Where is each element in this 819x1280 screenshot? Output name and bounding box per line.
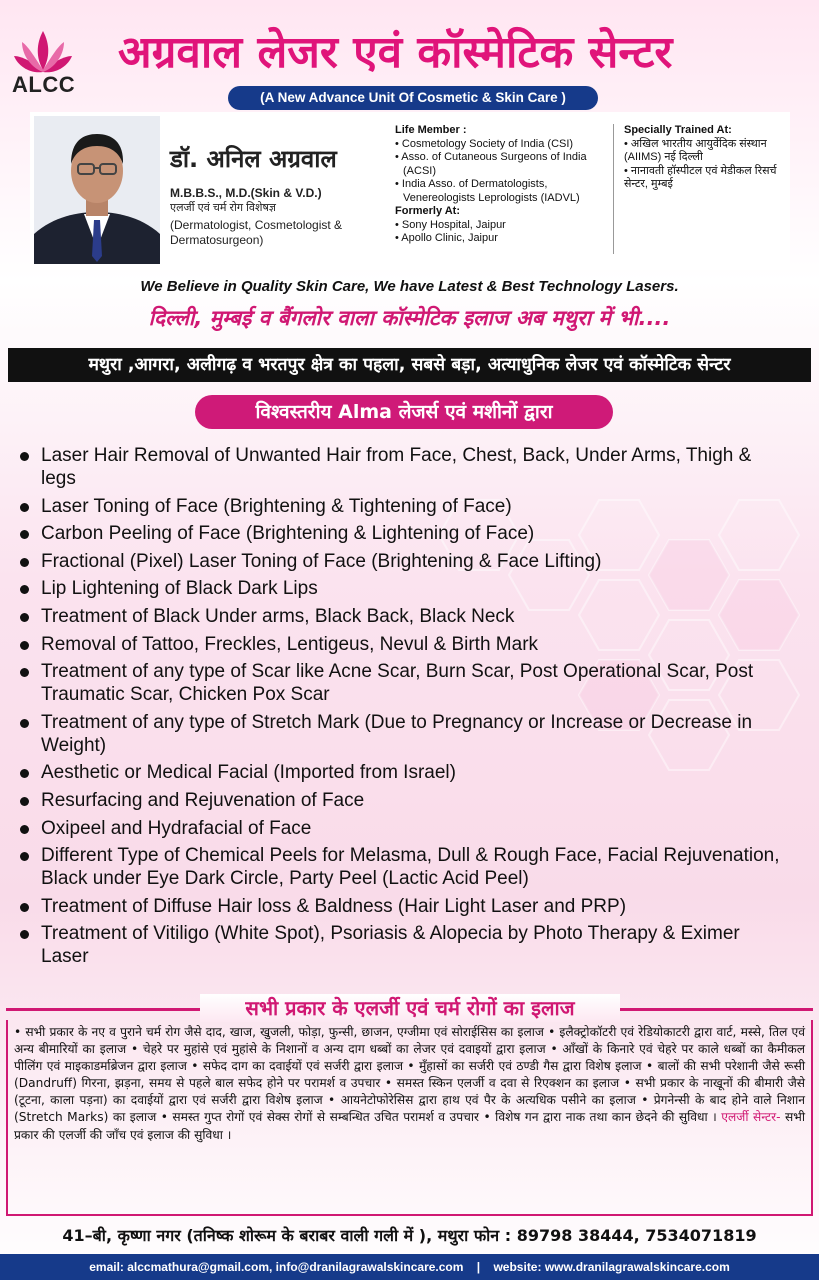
- doctor-photo: [34, 116, 160, 264]
- footer-divider: |: [476, 1260, 481, 1274]
- formerly-item: • Sony Hospital, Jaipur: [395, 218, 506, 231]
- life-member-item: • Cosmetology Society of India (CSI): [395, 137, 574, 150]
- service-item: Different Type of Chemical Peels for Melasma, Dull & Rough Face, Facial Rejuvenation, Black under Eye Dark Circle, Party Peel (Lactic Acid Peel): [18, 844, 788, 890]
- tagline: We Believe in Quality Skin Care, We have Latest & Best Technology Lasers.: [140, 278, 679, 295]
- life-member-item: • Asso. of Cutaneous Surgeons of India (ACSI): [395, 151, 587, 177]
- trained-item: • नानावती हॉस्पीटल एवं मेडीकल रिसर्च सेन्टर, मुम्बई: [624, 164, 777, 190]
- delhi-mumbai-line: दिल्ली, मुम्बई व बैंगलोर वाला कॉस्मेटिक इलाज अब मथुरा में भी....: [148, 306, 671, 330]
- subtitle-banner: (A New Advance Unit Of Cosmetic & Skin Care ): [228, 86, 598, 110]
- logo-text: ALCC: [12, 72, 76, 97]
- service-item: Lip Lightening of Black Dark Lips: [18, 577, 788, 600]
- allergy-heading: सभी प्रकार के एलर्जी एवं चर्म रोगों का इलाज: [200, 994, 620, 1022]
- service-item: Resurfacing and Rejuvenation of Face: [18, 789, 788, 812]
- contact-footer: [0, 1254, 819, 1280]
- service-item: Treatment of Vitiligo (White Spot), Psoriasis & Alopecia by Photo Therapy & Eximer Laser: [18, 922, 788, 968]
- service-item: Laser Toning of Face (Brightening & Tightening of Face): [18, 495, 788, 518]
- region-first-banner: मथुरा ,आगरा, अलीगढ़ व भरतपुर क्षेत्र का पहला, सबसे बड़ा, अत्याधुनिक लेजर एवं कॉस्मेटिक सेन्टर: [8, 348, 811, 382]
- memberships-column: [395, 124, 620, 246]
- service-item: Carbon Peeling of Face (Brightening & Lightening of Face): [18, 522, 788, 545]
- email-link[interactable]: email: alccmathura@gmail.com, info@dranilagrawalskincare.com: [89, 1260, 464, 1274]
- service-item: Fractional (Pixel) Laser Toning of Face (Brightening & Face Lifting): [18, 550, 788, 573]
- services-list: [18, 444, 788, 973]
- doctor-specialty-hindi: एलर्जी एवं चर्म रोग विशेषज्ञ: [170, 202, 276, 214]
- trained-item: • अखिल भारतीय आयुर्वेदिक संस्थान (AIIMS) नई दिल्ली: [624, 137, 767, 163]
- clinic-title: अग्रवाल लेजर एवं कॉस्मेटिक सेन्टर: [118, 27, 673, 78]
- service-item: Laser Hair Removal of Unwanted Hair from Face, Chest, Back, Under Arms, Thigh & legs: [18, 444, 788, 490]
- formerly-heading: Formerly At:: [395, 205, 460, 217]
- formerly-item: • Apollo Clinic, Jaipur: [395, 232, 498, 244]
- alma-lasers-heading: विश्वस्तरीय Alma लेजर्स एवं मशीनों द्वारा: [195, 395, 613, 429]
- doctor-degree: M.B.B.S., M.D.(Skin & V.D.): [170, 186, 322, 200]
- training-column: [613, 124, 788, 254]
- doctor-specialty-english: (Dermatologist, Cosmetologist & Dermatosurgeon): [170, 218, 343, 247]
- service-item: Oxipeel and Hydrafacial of Face: [18, 817, 788, 840]
- service-item: Aesthetic or Medical Facial (Imported from Israel): [18, 761, 788, 784]
- life-member-item: • India Asso. of Dermatologists, Venereologists Leprologists (IADVL): [395, 178, 580, 204]
- trained-heading: Specially Trained At:: [624, 124, 732, 136]
- doctor-card: [30, 112, 790, 270]
- life-member-heading: Life Member :: [395, 124, 467, 136]
- service-item: Treatment of any type of Scar like Acne Scar, Burn Scar, Post Operational Scar, Post Traumatic Scar, Chicken Pox Scar: [18, 660, 788, 706]
- allergy-treatments-box: [6, 1020, 813, 1216]
- allergy-body: • सभी प्रकार के नए व पुराने चर्म रोग जैसे दाद, खाज, खुजली, फोड़ा, फुन्सी, छाजन, एग्जीमा एवं सोराईसिस का इलाज • इलैक्ट्रोकॉटरी एवं रेडियोकाटरी द्वारा वार्ट, मस्से, तिल एवं अन्य बीमारियों का इलाज • चेहरे पर मुहांसे एवं मुहांसे के निशानों व अन्य दाग धब्बों का लेजर एवं दवाइयों द्वारा इलाज • आँखों के किनारे एवं चेहरे पर काले धब्बों का कैमीकल पीलिंग एवं माइकाडर्माब्रेजन द्वारा इलाज • सफेद दाग का दवाईयों एवं सर्जरी द्वारा इलाज • मुँहासों का सर्जरी एवं ठण्डी गैस द्वारा विशेष इलाज • बालों की सभी परेशानी जैसे रूसी (Dandruff) गिरना, झड़ना, समय से पहले बाल सफेद होने पर परामर्श व उपचार • समस्त स्किन एलर्जी व दवा से रिएक्शन का इलाज • सभी प्रकार के नाखूनों की बीमारी जैसे (टूटना, काला पड़ना) का दवाईयों द्वारा एवं सर्जरी द्वारा विशेष इलाज • आयनेटोफोरेसिस द्वारा हाथ एवं पैर के अत्यधिक पसीने का इलाज • प्रेगनेन्सी के बाद होने वाले निशान (Stretch Marks) का इलाज • समस्त गुप्त रोगों एवं सेक्स रोगों से सम्बन्धित उचित परामर्श व उपचार • विशेष गन द्वारा नाक तथा कान छेदने की सुविधा ।: [14, 1025, 805, 1125]
- service-item: Removal of Tattoo, Freckles, Lentigeus, Nevul & Birth Mark: [18, 633, 788, 656]
- service-item: Treatment of Diffuse Hair loss & Baldness (Hair Light Laser and PRP): [18, 895, 788, 918]
- service-item: Treatment of Black Under arms, Black Back, Black Neck: [18, 605, 788, 628]
- website-link[interactable]: website: www.dranilagrawalskincare.com: [493, 1260, 730, 1274]
- doctor-name: डॉ. अनिल अग्रवाल: [170, 145, 337, 173]
- allergy-center-text: सभी प्रकार की एलर्जी की जाँच एवं इलाज की सुविधा ।: [14, 1110, 805, 1142]
- service-item: Treatment of any type of Stretch Mark (Due to Pregnancy or Increase or Decrease in Weight): [18, 711, 788, 757]
- clinic-address: 41–बी, कृष्णा नगर (तनिष्क शोरूम के बराबर वाली गली में ), मथुरा फोन : 89798 38444, 7534071819: [62, 1226, 757, 1245]
- header: [0, 0, 819, 112]
- allergy-center-label: एलर्जी सेन्टर-: [721, 1110, 781, 1125]
